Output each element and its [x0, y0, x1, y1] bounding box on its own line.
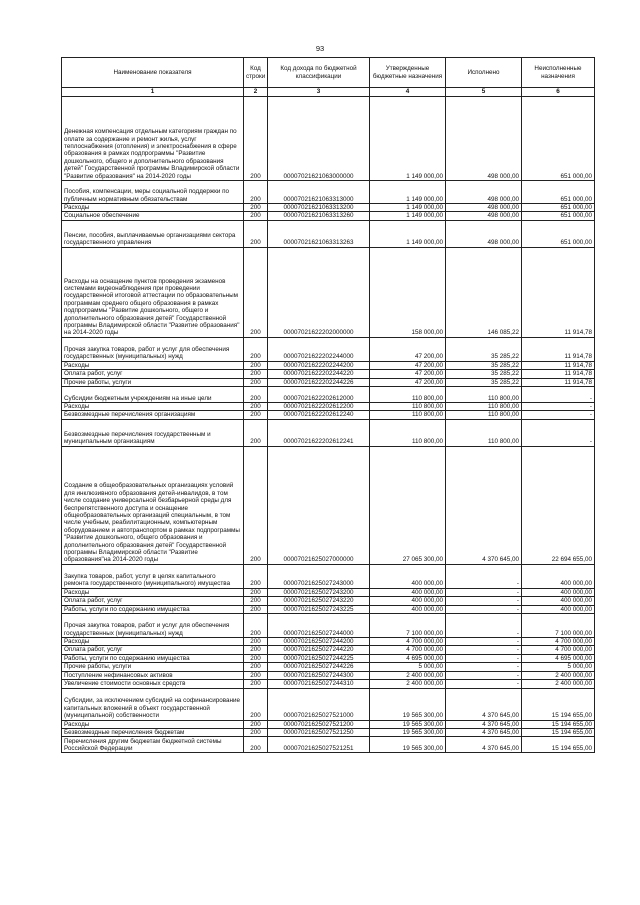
cell-code: 200: [244, 446, 268, 564]
cell-classification: 00007021625027243200: [268, 588, 370, 596]
cell-unexecuted: 15 194 655,00: [522, 737, 595, 753]
cell-name: Расходы: [62, 588, 244, 596]
cell-name: Поступление нефинансовых активов: [62, 671, 244, 679]
cell-approved: 110 800,00: [370, 387, 446, 403]
table-row: [62, 446, 595, 564]
cell-code: 200: [244, 671, 268, 679]
cell-classification: 00007021622202244220: [268, 370, 370, 378]
cell-code: 200: [244, 387, 268, 403]
cell-executed: 498 000,00: [446, 220, 522, 247]
table-header-row: [62, 58, 595, 88]
cell-name: Оплата работ, услуг: [62, 597, 244, 605]
cell-code: 200: [244, 220, 268, 247]
cell-name: Прочая закупка товаров, работ и услуг для обеспечения государственных (муниципальных) нужд: [62, 614, 244, 638]
cell-unexecuted: 651 000,00: [522, 220, 595, 247]
column-number: 1: [62, 88, 244, 97]
table-row: [62, 204, 595, 212]
header-classification: Код дохода по бюджетной классификации: [268, 58, 370, 88]
cell-executed: 146 085,22: [446, 247, 522, 337]
cell-name: Социальное обеспечение: [62, 212, 244, 220]
header-code: Код строки: [244, 58, 268, 88]
cell-approved: 2 400 000,00: [370, 671, 446, 679]
cell-unexecuted: 15 194 655,00: [522, 720, 595, 728]
cell-classification: 00007021622202244200: [268, 361, 370, 369]
cell-name: Субсидии бюджетным учреждениям на иные цели: [62, 387, 244, 403]
cell-executed: 110 800,00: [446, 403, 522, 411]
cell-approved: 4 700 000,00: [370, 638, 446, 646]
column-number: 5: [446, 88, 522, 97]
cell-classification: 00007021621063000000: [268, 97, 370, 181]
cell-executed: -: [446, 671, 522, 679]
cell-classification: 00007021625027521250: [268, 728, 370, 736]
cell-approved: 400 000,00: [370, 588, 446, 596]
cell-approved: 19 565 300,00: [370, 720, 446, 728]
cell-name: Работы, услуги по содержанию имущества: [62, 654, 244, 662]
cell-classification: 00007021625027521000: [268, 688, 370, 720]
cell-executed: 4 370 645,00: [446, 446, 522, 564]
cell-name: Пособия, компенсации, меры социальной поддержки по публичным нормативным обязательствам: [62, 181, 244, 204]
column-number: 4: [370, 88, 446, 97]
cell-name: Оплата работ, услуг: [62, 646, 244, 654]
cell-approved: 27 065 300,00: [370, 446, 446, 564]
table-row: [62, 564, 595, 588]
header-approved: Утвержденные бюджетные назначения: [370, 58, 446, 88]
cell-code: 200: [244, 737, 268, 753]
cell-approved: 4 695 000,00: [370, 654, 446, 662]
cell-classification: 00007021625027243225: [268, 605, 370, 613]
cell-executed: -: [446, 614, 522, 638]
cell-name: Прочие работы, услуги: [62, 378, 244, 386]
cell-executed: 498 000,00: [446, 204, 522, 212]
cell-classification: 00007021625027521251: [268, 737, 370, 753]
cell-executed: 498 000,00: [446, 97, 522, 181]
cell-unexecuted: 5 000,00: [522, 663, 595, 671]
cell-classification: 00007021625027244225: [268, 654, 370, 662]
cell-classification: 00007021621063313200: [268, 204, 370, 212]
table-row: [62, 638, 595, 646]
cell-approved: 2 400 000,00: [370, 680, 446, 688]
page-number: 93: [315, 44, 325, 53]
cell-approved: 110 800,00: [370, 419, 446, 446]
cell-executed: 4 370 645,00: [446, 728, 522, 736]
cell-executed: -: [446, 605, 522, 613]
cell-code: 200: [244, 720, 268, 728]
cell-classification: 00007021625027243220: [268, 597, 370, 605]
table-row: [62, 97, 595, 181]
cell-approved: 19 565 300,00: [370, 728, 446, 736]
table-row: [62, 337, 595, 361]
cell-name: Прочие работы, услуги: [62, 663, 244, 671]
cell-code: 200: [244, 181, 268, 204]
cell-code: 200: [244, 204, 268, 212]
column-number-row: [62, 88, 595, 97]
cell-approved: 400 000,00: [370, 564, 446, 588]
table-row: [62, 728, 595, 736]
cell-classification: 00007021622202244000: [268, 337, 370, 361]
cell-unexecuted: 651 000,00: [522, 181, 595, 204]
cell-classification: 00007021625027243000: [268, 564, 370, 588]
cell-unexecuted: 22 694 655,00: [522, 446, 595, 564]
cell-executed: 4 370 645,00: [446, 688, 522, 720]
cell-name: Расходы на оснащение пунктов проведения экзаменов системами видеонаблюдения при проведении государственной итоговой аттестации по образовательным программам среднего общего образования в рамках подпрограммы "Развитие дошкольного, общего и дополнительного образования детей" Государственной программы Владимирской области "Развитие образования" на 2014-2020 годы: [62, 247, 244, 337]
cell-classification: 00007021625027244226: [268, 663, 370, 671]
cell-classification: 00007021625027244310: [268, 680, 370, 688]
cell-unexecuted: 7 100 000,00: [522, 614, 595, 638]
cell-executed: -: [446, 646, 522, 654]
cell-classification: 00007021621063313260: [268, 212, 370, 220]
cell-classification: 00007021622202612000: [268, 387, 370, 403]
cell-unexecuted: 651 000,00: [522, 204, 595, 212]
cell-approved: 1 149 000,00: [370, 204, 446, 212]
cell-name: Расходы: [62, 638, 244, 646]
cell-executed: 110 800,00: [446, 387, 522, 403]
cell-code: 200: [244, 728, 268, 736]
cell-name: Расходы: [62, 403, 244, 411]
cell-unexecuted: 11 914,78: [522, 370, 595, 378]
cell-unexecuted: 651 000,00: [522, 97, 595, 181]
column-number: 6: [522, 88, 595, 97]
cell-classification: 00007021621063313263: [268, 220, 370, 247]
cell-code: 200: [244, 97, 268, 181]
header-name: Наименование показателя: [62, 58, 244, 88]
table-row: [62, 688, 595, 720]
header-executed: Исполнено: [446, 58, 522, 88]
cell-code: 200: [244, 680, 268, 688]
cell-classification: 00007021622202000000: [268, 247, 370, 337]
cell-unexecuted: 11 914,78: [522, 247, 595, 337]
cell-classification: 00007021622202244226: [268, 378, 370, 386]
cell-classification: 00007021622202612241: [268, 419, 370, 446]
cell-classification: 00007021621063313000: [268, 181, 370, 204]
cell-code: 200: [244, 597, 268, 605]
cell-executed: -: [446, 588, 522, 596]
cell-unexecuted: 11 914,78: [522, 378, 595, 386]
table-row: [62, 212, 595, 220]
table-row: [62, 671, 595, 679]
cell-unexecuted: 400 000,00: [522, 605, 595, 613]
cell-name: Безвозмездные перечисления бюджетам: [62, 728, 244, 736]
cell-classification: 00007021622202612200: [268, 403, 370, 411]
cell-approved: 47 200,00: [370, 337, 446, 361]
cell-approved: 400 000,00: [370, 597, 446, 605]
cell-code: 200: [244, 663, 268, 671]
cell-unexecuted: 4 700 000,00: [522, 646, 595, 654]
cell-name: Денежная компенсация отдельным категориям граждан по оплате за содержание и ремонт жилья, услуг теплоснабжения (отопления) и электроснабжения в сфере образования в рамках подпрограммы "Развитие дошкольного, общего и дополнительного образования детей" Государственной программы Владимирской области "Развитие образования" на 2014-2020 годы: [62, 97, 244, 181]
table-row: [62, 680, 595, 688]
cell-approved: 47 200,00: [370, 370, 446, 378]
cell-code: 200: [244, 361, 268, 369]
cell-classification: 00007021622202612240: [268, 411, 370, 419]
cell-name: Безвозмездные перечисления организациям: [62, 411, 244, 419]
cell-classification: 00007021625027244000: [268, 614, 370, 638]
cell-approved: 19 565 300,00: [370, 688, 446, 720]
cell-executed: -: [446, 663, 522, 671]
cell-unexecuted: -: [522, 419, 595, 446]
table-row: [62, 597, 595, 605]
cell-name: Расходы: [62, 720, 244, 728]
table-row: [62, 181, 595, 204]
table-row: [62, 361, 595, 369]
table-row: [62, 411, 595, 419]
cell-executed: 498 000,00: [446, 212, 522, 220]
table-row: [62, 378, 595, 386]
cell-unexecuted: -: [522, 411, 595, 419]
cell-name: Закупка товаров, работ, услуг в целях капитального ремонта государственного (муниципального) имущества: [62, 564, 244, 588]
table-row: [62, 614, 595, 638]
cell-code: 200: [244, 654, 268, 662]
cell-executed: -: [446, 564, 522, 588]
cell-classification: 00007021625027244220: [268, 646, 370, 654]
cell-executed: 35 285,22: [446, 378, 522, 386]
cell-code: 200: [244, 638, 268, 646]
table-row: [62, 370, 595, 378]
cell-name: Субсидии, за исключением субсидий на софинансирование капитальных вложений в объект государственной (муниципальной) собственности: [62, 688, 244, 720]
table-row: [62, 247, 595, 337]
cell-name: Оплата работ, услуг: [62, 370, 244, 378]
cell-approved: 47 200,00: [370, 361, 446, 369]
cell-executed: -: [446, 680, 522, 688]
cell-unexecuted: 400 000,00: [522, 588, 595, 596]
cell-approved: 4 700 000,00: [370, 646, 446, 654]
table-row: [62, 220, 595, 247]
cell-code: 200: [244, 614, 268, 638]
cell-unexecuted: 15 194 655,00: [522, 688, 595, 720]
table-row: [62, 720, 595, 728]
cell-approved: 158 000,00: [370, 247, 446, 337]
cell-unexecuted: 11 914,78: [522, 337, 595, 361]
cell-code: 200: [244, 588, 268, 596]
cell-name: Расходы: [62, 361, 244, 369]
cell-approved: 47 200,00: [370, 378, 446, 386]
cell-unexecuted: 400 000,00: [522, 564, 595, 588]
cell-executed: 110 800,00: [446, 419, 522, 446]
cell-unexecuted: -: [522, 387, 595, 403]
cell-code: 200: [244, 378, 268, 386]
cell-executed: 35 285,22: [446, 370, 522, 378]
cell-unexecuted: 4 700 000,00: [522, 638, 595, 646]
cell-approved: 7 100 000,00: [370, 614, 446, 638]
cell-name: Работы, услуги по содержанию имущества: [62, 605, 244, 613]
cell-classification: 00007021625027000000: [268, 446, 370, 564]
cell-code: 200: [244, 337, 268, 361]
header-unexecuted: Неисполненные назначения: [522, 58, 595, 88]
cell-executed: 4 370 645,00: [446, 737, 522, 753]
column-number: 2: [244, 88, 268, 97]
cell-unexecuted: 4 695 000,00: [522, 654, 595, 662]
cell-executed: 110 800,00: [446, 411, 522, 419]
cell-classification: 00007021625027244200: [268, 638, 370, 646]
table-row: [62, 419, 595, 446]
cell-executed: 35 285,22: [446, 361, 522, 369]
cell-approved: 1 149 000,00: [370, 220, 446, 247]
cell-code: 200: [244, 419, 268, 446]
cell-code: 200: [244, 564, 268, 588]
cell-unexecuted: 400 000,00: [522, 597, 595, 605]
cell-classification: 00007021625027521200: [268, 720, 370, 728]
cell-classification: 00007021625027244300: [268, 671, 370, 679]
cell-name: Прочая закупка товаров, работ и услуг для обеспечения государственных (муниципальных) нужд: [62, 337, 244, 361]
cell-name: Пенсии, пособия, выплачиваемые организациями сектора государственного управления: [62, 220, 244, 247]
cell-unexecuted: -: [522, 403, 595, 411]
cell-unexecuted: 11 914,78: [522, 361, 595, 369]
cell-code: 200: [244, 646, 268, 654]
cell-code: 200: [244, 605, 268, 613]
cell-approved: 110 800,00: [370, 403, 446, 411]
cell-approved: 1 149 000,00: [370, 212, 446, 220]
cell-approved: 1 149 000,00: [370, 97, 446, 181]
cell-unexecuted: 651 000,00: [522, 212, 595, 220]
cell-executed: 35 285,22: [446, 337, 522, 361]
cell-name: Создание в общеобразовательных организациях условий для инклюзивного образования детей-инвалидов, в том числе создание универсальной безбарьерной среды для беспрепятственного доступа и оснащение общеобразовательных организаций специальным, в том числе учебным, реабилитационным, компьютерным оборудованием и автотранспортом в рамках подпрограммы "Развитие дошкольного, общего образования и дополнительного образования детей" Государственной программы Владимирской области "Развитие образования"на 2014-2020 годы: [62, 446, 244, 564]
cell-approved: 400 000,00: [370, 605, 446, 613]
cell-code: 200: [244, 212, 268, 220]
cell-name: Расходы: [62, 204, 244, 212]
cell-unexecuted: 15 194 655,00: [522, 728, 595, 736]
cell-approved: 5 000,00: [370, 663, 446, 671]
table-row: [62, 387, 595, 403]
cell-unexecuted: 2 400 000,00: [522, 671, 595, 679]
table-row: [62, 663, 595, 671]
cell-approved: 1 149 000,00: [370, 181, 446, 204]
table-row: [62, 403, 595, 411]
table-row: [62, 646, 595, 654]
cell-executed: 498 000,00: [446, 181, 522, 204]
column-number: 3: [268, 88, 370, 97]
table-row: [62, 605, 595, 613]
cell-executed: 4 370 645,00: [446, 720, 522, 728]
cell-approved: 110 800,00: [370, 411, 446, 419]
cell-approved: 19 565 300,00: [370, 737, 446, 753]
table-row: [62, 588, 595, 596]
table-row: [62, 654, 595, 662]
cell-unexecuted: 2 400 000,00: [522, 680, 595, 688]
cell-code: 200: [244, 411, 268, 419]
cell-name: Увеличение стоимости основных средств: [62, 680, 244, 688]
budget-execution-table: [61, 57, 595, 753]
cell-code: 200: [244, 688, 268, 720]
table-row: [62, 737, 595, 753]
cell-code: 200: [244, 403, 268, 411]
cell-executed: -: [446, 654, 522, 662]
cell-name: Безвозмездные перечисления государственным и муниципальным организациям: [62, 419, 244, 446]
cell-executed: -: [446, 638, 522, 646]
cell-code: 200: [244, 247, 268, 337]
cell-executed: -: [446, 597, 522, 605]
cell-code: 200: [244, 370, 268, 378]
cell-name: Перечисления другим бюджетам бюджетной системы Российской Федерации: [62, 737, 244, 753]
